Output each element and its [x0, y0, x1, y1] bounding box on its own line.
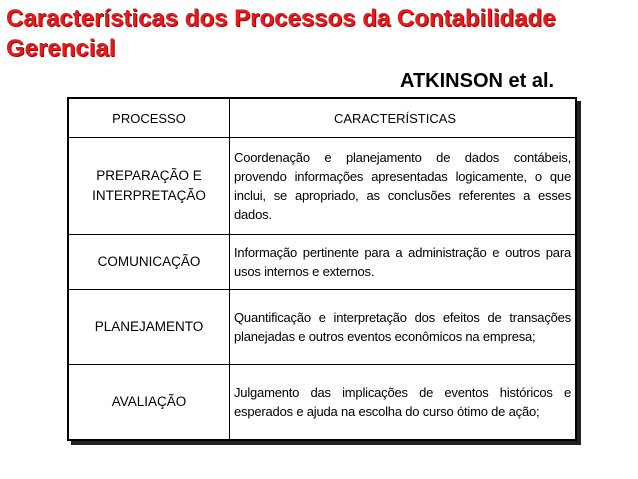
description-cell: Quantificação e interpretação dos efeitos de transações planejadas e outros eventos econômicos na empresa; — [230, 290, 576, 365]
description-cell: Informação pertinente para a administração e outros para usos internos e externos. — [230, 235, 576, 290]
process-cell: PREPARAÇÃO E INTERPRETAÇÃO — [69, 138, 230, 235]
header-characteristics: CARACTERÍSTICAS — [230, 99, 576, 138]
table-row — [69, 138, 576, 235]
table-header-row — [69, 99, 576, 138]
table-row — [69, 235, 576, 290]
description-cell: Coordenação e planejamento de dados contábeis, provendo informações apresentadas logicamente, o que inclui, se apropriado, as conclusões referentes a esses dados. — [230, 138, 576, 235]
process-cell: AVALIAÇÃO — [69, 365, 230, 440]
description-cell: Julgamento das implicações de eventos históricos e esperados e ajuda na escolha do curso ótimo de ação; — [230, 365, 576, 440]
header-process: PROCESSO — [69, 99, 230, 138]
process-table — [68, 98, 576, 440]
process-cell: COMUNICAÇÃO — [69, 235, 230, 290]
process-table-container — [67, 97, 577, 441]
process-cell: PLANEJAMENTO — [69, 290, 230, 365]
table-row — [69, 365, 576, 440]
table-row — [69, 290, 576, 365]
citation-author: ATKINSON et al. — [400, 70, 555, 92]
slide-title: Características dos Processos da Contabilidade Gerencial — [6, 5, 556, 62]
